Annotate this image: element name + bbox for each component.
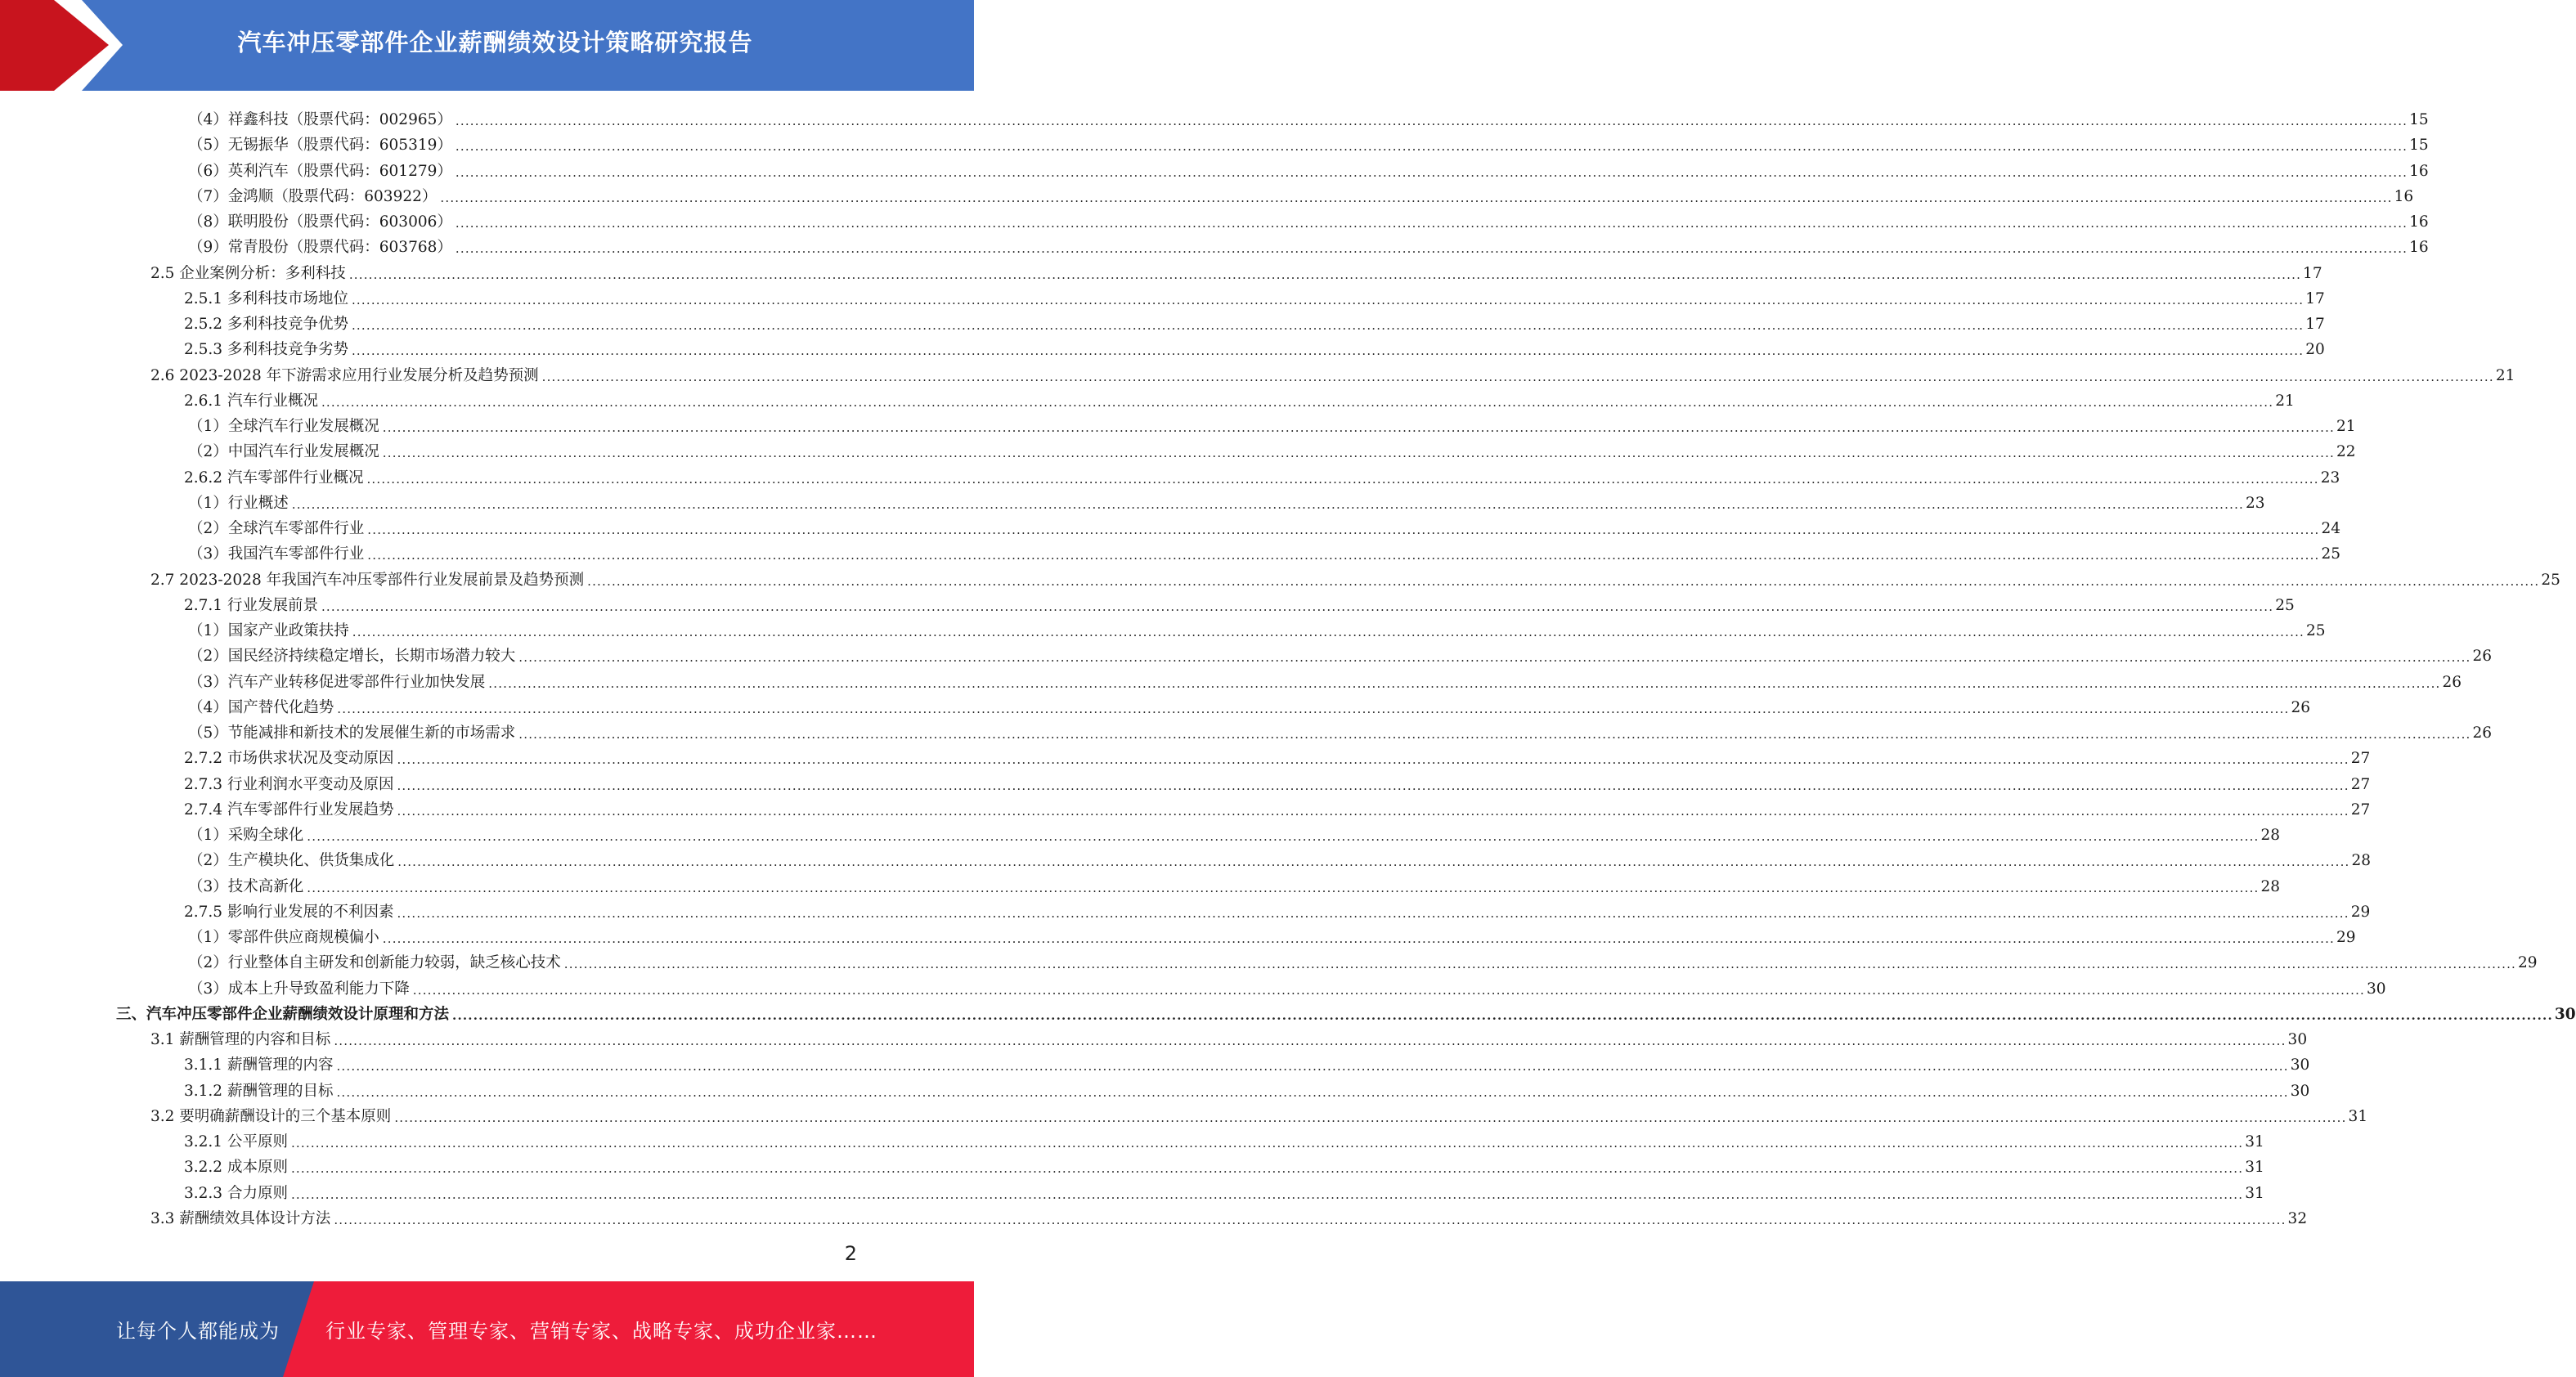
toc-entry[interactable] xyxy=(184,463,2340,488)
toc-entry[interactable] xyxy=(188,514,2341,539)
toc-entry-page: 16 xyxy=(2409,213,2429,231)
toc-entry-label: 3.1.1 薪酬管理的内容 xyxy=(184,1056,334,1074)
toc-entry-label: （3）技术高新化 xyxy=(188,877,304,895)
toc-entry[interactable] xyxy=(188,130,2429,155)
toc-entry[interactable] xyxy=(188,974,2386,999)
toc-entry-page: 27 xyxy=(2350,801,2371,819)
toc-entry[interactable] xyxy=(188,948,2538,973)
toc-entry[interactable] xyxy=(188,437,2356,462)
toc-entry-label: 3.1 薪酬管理的内容和目标 xyxy=(150,1031,331,1048)
toc-leader-dots: ................................................................................................................................................................................................................................................................................................................................................................................................................ xyxy=(382,446,2336,461)
toc-entry[interactable] xyxy=(184,309,2325,334)
toc-leader-dots: ................................................................................................................................................................................................................................................................................................................................................................................................................ xyxy=(321,394,2274,410)
toc-leader-dots: ................................................................................................................................................................................................................................................................................................................................................................................................................ xyxy=(351,292,2304,307)
page-number: 2 xyxy=(844,1242,857,1265)
toc-entry-page: 23 xyxy=(2246,494,2265,512)
toc-entry-label: （2）中国汽车行业发展概况 xyxy=(188,443,379,461)
toc-entry[interactable] xyxy=(150,258,2322,284)
footer-slogan-left: 让每个人都能成为 xyxy=(116,1320,280,1343)
toc-entry[interactable] xyxy=(188,820,2281,845)
toc-entry-page: 26 xyxy=(2472,648,2493,666)
toc-entry-page: 31 xyxy=(2245,1159,2264,1177)
toc-entry[interactable] xyxy=(188,232,2429,258)
toc-entry[interactable] xyxy=(188,488,2265,514)
toc-leader-dots: ................................................................................................................................................................................................................................................................................................................................................................................................................ xyxy=(455,216,2408,231)
toc-entry[interactable] xyxy=(184,334,2325,360)
toc-entry-label: 三、汽车冲压零部件企业薪酬绩效设计原理和方法 xyxy=(116,1005,450,1023)
toc-entry-label: （1）零部件供应商规模偏小 xyxy=(188,929,379,946)
toc-entry-page: 31 xyxy=(2245,1184,2264,1202)
toc-entry-page: 27 xyxy=(2350,775,2371,793)
toc-entry-label: 3.1.2 薪酬管理的目标 xyxy=(184,1082,334,1100)
toc-entry-label: （3）汽车产业转移促进零部件行业加快发展 xyxy=(188,673,486,691)
toc-entry-label: （1）全球汽车行业发展概况 xyxy=(188,418,379,435)
toc-entry-page: 32 xyxy=(2287,1209,2308,1227)
toc-entry[interactable] xyxy=(188,411,2356,437)
toc-entry[interactable] xyxy=(184,590,2295,616)
toc-leader-dots: ................................................................................................................................................................................................................................................................................................................................................................................................................ xyxy=(334,1212,2287,1227)
toc-entry[interactable] xyxy=(184,769,2371,795)
toc-entry[interactable] xyxy=(188,641,2493,666)
toc-entry[interactable] xyxy=(184,1050,2310,1075)
toc-entry-page: 16 xyxy=(2409,162,2429,180)
toc-leader-dots: ................................................................................................................................................................................................................................................................................................................................................................................................................ xyxy=(321,599,2274,614)
toc-entry-label: （2）国民经济持续稳定增长，长期市场潜力较大 xyxy=(188,648,516,666)
toc-leader-dots: ................................................................................................................................................................................................................................................................................................................................................................................................................ xyxy=(367,523,2320,537)
toc-leader-dots: ................................................................................................................................................................................................................................................................................................................................................................................................................ xyxy=(518,650,2471,666)
toc-entry[interactable] xyxy=(184,386,2295,411)
toc-entry-page: 15 xyxy=(2409,111,2429,128)
toc-entry-page: 25 xyxy=(2275,596,2295,614)
toc-entry-label: （3）成本上升导致盈利能力下降 xyxy=(188,980,410,998)
toc-entry-page: 21 xyxy=(2495,366,2515,384)
toc-entry-label: （8）联明股份（股票代码：603006） xyxy=(188,213,452,231)
toc-entry-label: 3.2 要明确薪酬设计的三个基本原则 xyxy=(150,1107,392,1125)
toc-entry-label: 2.7.3 行业利润水平变动及原因 xyxy=(184,775,394,793)
toc-leader-dots: ................................................................................................................................................................................................................................................................................................................................................................................................................ xyxy=(352,625,2305,639)
toc-entry-page: 23 xyxy=(2320,469,2340,487)
toc-leader-dots: ................................................................................................................................................................................................................................................................................................................................................................................................................ xyxy=(452,1007,2553,1023)
toc-leader-dots: ................................................................................................................................................................................................................................................................................................................................................................................................................ xyxy=(541,369,2494,384)
toc-entry-page: 17 xyxy=(2303,264,2322,282)
toc-entry-page: 26 xyxy=(2291,698,2311,716)
toc-entry-label: （4）祥鑫科技（股票代码：002965） xyxy=(188,111,452,128)
toc-entry-label: 2.5.2 多利科技竞争优势 xyxy=(184,316,348,333)
toc-entry[interactable] xyxy=(188,845,2372,871)
footer-banner xyxy=(0,1281,974,1377)
toc-entry-page: 28 xyxy=(2351,852,2372,870)
toc-entry[interactable] xyxy=(184,897,2371,922)
toc-entry-label: 2.7.2 市场供求状况及变动原因 xyxy=(184,750,394,768)
toc-leader-dots: ................................................................................................................................................................................................................................................................................................................................................................................................................ xyxy=(351,318,2304,333)
toc-entry-page: 26 xyxy=(2442,673,2462,691)
toc-entry-page: 30 xyxy=(2554,1005,2576,1023)
footer-slogan-right: 行业专家、管理专家、营销专家、战略专家、成功企业家…… xyxy=(325,1320,877,1343)
toc-entry[interactable] xyxy=(188,539,2341,564)
toc-leader-dots: ................................................................................................................................................................................................................................................................................................................................................................................................................ xyxy=(367,548,2320,563)
toc-entry-label: 2.7.4 汽车零部件行业发展趋势 xyxy=(184,801,394,819)
toc-leader-dots: ................................................................................................................................................................................................................................................................................................................................................................................................................ xyxy=(336,1059,2289,1074)
toc-entry-page: 30 xyxy=(2290,1082,2310,1100)
toc-entry-label: 2.5 企业案例分析：多利科技 xyxy=(150,264,346,282)
toc-entry-page: 30 xyxy=(2287,1031,2308,1048)
toc-entry[interactable] xyxy=(188,105,2429,130)
toc-entry-page: 22 xyxy=(2336,443,2356,461)
toc-entry-label: （7）金鸿顺（股票代码：603922） xyxy=(188,187,438,205)
toc-entry-page: 21 xyxy=(2275,392,2295,410)
toc-leader-dots: ................................................................................................................................................................................................................................................................................................................................................................................................................ xyxy=(394,1110,2347,1125)
toc-leader-dots: ................................................................................................................................................................................................................................................................................................................................................................................................................ xyxy=(382,931,2336,946)
toc-entry[interactable] xyxy=(184,284,2325,309)
toc-leader-dots: ................................................................................................................................................................................................................................................................................................................................................................................................................ xyxy=(397,803,2349,819)
toc-leader-dots: ................................................................................................................................................................................................................................................................................................................................................................................................................ xyxy=(382,420,2336,435)
toc-entry-label: （6）英利汽车（股票代码：601279） xyxy=(188,162,452,180)
toc-leader-dots: ................................................................................................................................................................................................................................................................................................................................................................................................................ xyxy=(291,496,2245,512)
toc-entry-page: 25 xyxy=(2541,571,2560,589)
toc-entry-page: 28 xyxy=(2260,827,2281,844)
toc-entry[interactable] xyxy=(188,182,2414,207)
toc-leader-dots: ................................................................................................................................................................................................................................................................................................................................................................................................................ xyxy=(351,343,2304,359)
header-banner xyxy=(0,0,974,91)
toc-entry-page: 28 xyxy=(2260,877,2281,895)
toc-leader-dots: ................................................................................................................................................................................................................................................................................................................................................................................................................ xyxy=(455,114,2408,128)
toc-leader-dots: ................................................................................................................................................................................................................................................................................................................................................................................................................ xyxy=(455,139,2408,155)
toc-entry[interactable] xyxy=(150,1204,2308,1229)
toc-entry-label: 2.5.3 多利科技竞争劣势 xyxy=(184,341,348,359)
toc-entry[interactable] xyxy=(188,207,2429,232)
toc-leader-dots: ................................................................................................................................................................................................................................................................................................................................................................................................................ xyxy=(307,880,2260,895)
toc-entry-page: 17 xyxy=(2305,289,2325,307)
toc-leader-dots: ................................................................................................................................................................................................................................................................................................................................................................................................................ xyxy=(518,727,2471,742)
toc-leader-dots: ................................................................................................................................................................................................................................................................................................................................................................................................................ xyxy=(337,701,2290,716)
toc-entry-page: 17 xyxy=(2305,316,2325,333)
toc-entry-label: （4）国产替代化趋势 xyxy=(188,698,334,716)
toc-entry-label: 3.2.2 成本原则 xyxy=(184,1159,288,1177)
toc-entry-label: 3.2.1 公平原则 xyxy=(184,1133,288,1150)
toc-leader-dots: ................................................................................................................................................................................................................................................................................................................................................................................................................ xyxy=(334,1034,2287,1048)
toc-entry[interactable] xyxy=(184,743,2371,769)
toc-entry-page: 16 xyxy=(2409,239,2429,257)
toc-entry[interactable] xyxy=(184,1076,2310,1101)
toc-entry-label: （5）无锡振华（股票代码：605319） xyxy=(188,137,452,155)
toc-entry[interactable] xyxy=(188,667,2462,693)
toc-entry-label: 2.7.5 影响行业发展的不利因素 xyxy=(184,903,394,921)
toc-leader-dots: ................................................................................................................................................................................................................................................................................................................................................................................................................ xyxy=(366,471,2319,487)
toc-entry-label: 2.7.1 行业发展前景 xyxy=(184,596,318,614)
toc-entry-page: 29 xyxy=(2518,954,2538,972)
toc-entry-page: 16 xyxy=(2394,187,2414,205)
toc-entry-page: 20 xyxy=(2305,341,2325,359)
toc-leader-dots: ................................................................................................................................................................................................................................................................................................................................................................................................................ xyxy=(397,752,2349,768)
toc-entry[interactable] xyxy=(150,565,2560,590)
toc-leader-dots: ................................................................................................................................................................................................................................................................................................................................................................................................................ xyxy=(397,778,2349,793)
toc-entry-label: 2.7 2023-2028 年我国汽车冲压零部件行业发展前景及趋势预测 xyxy=(150,571,585,589)
toc-entry-page: 31 xyxy=(2245,1133,2264,1150)
toc-entry[interactable] xyxy=(188,922,2356,948)
toc-leader-dots: ................................................................................................................................................................................................................................................................................................................................................................................................................ xyxy=(348,267,2302,282)
toc-entry[interactable] xyxy=(150,1025,2308,1050)
toc-entry-label: 2.6.2 汽车零部件行业概况 xyxy=(184,469,364,487)
toc-entry-page: 27 xyxy=(2350,750,2371,768)
toc-leader-dots: ................................................................................................................................................................................................................................................................................................................................................................................................................ xyxy=(336,1084,2289,1100)
toc-entry-page: 25 xyxy=(2306,622,2326,639)
toc-entry[interactable] xyxy=(184,1152,2264,1177)
toc-entry[interactable] xyxy=(184,1178,2264,1204)
toc-entry[interactable] xyxy=(188,872,2281,897)
toc-leader-dots: ................................................................................................................................................................................................................................................................................................................................................................................................................ xyxy=(397,854,2350,870)
toc-entry[interactable] xyxy=(188,156,2429,182)
toc-leader-dots: ................................................................................................................................................................................................................................................................................................................................................................................................................ xyxy=(455,241,2408,257)
toc-entry[interactable] xyxy=(184,1127,2264,1152)
toc-entry[interactable] xyxy=(188,693,2311,718)
toc-entry-page: 29 xyxy=(2336,929,2356,946)
toc-entry-label: 2.6.1 汽车行业概况 xyxy=(184,392,318,410)
toc-leader-dots: ................................................................................................................................................................................................................................................................................................................................................................................................................ xyxy=(412,982,2366,998)
toc-entry-page: 15 xyxy=(2409,137,2429,155)
toc-entry[interactable] xyxy=(150,1101,2368,1127)
toc-entry-label: （9）常青股份（股票代码：603768） xyxy=(188,239,452,257)
toc-entry-label: 2.5.1 多利科技市场地位 xyxy=(184,289,348,307)
toc-entry[interactable] xyxy=(188,718,2493,743)
toc-leader-dots: ................................................................................................................................................................................................................................................................................................................................................................................................................ xyxy=(290,1136,2244,1150)
toc-leader-dots: ................................................................................................................................................................................................................................................................................................................................................................................................................ xyxy=(307,829,2260,844)
toc-entry-page: 25 xyxy=(2321,545,2341,563)
toc-entry-page: 31 xyxy=(2348,1107,2368,1125)
toc-entry[interactable] xyxy=(150,361,2515,386)
toc-entry-page: 30 xyxy=(2367,980,2386,998)
toc-entry[interactable] xyxy=(188,616,2326,641)
toc-entry[interactable] xyxy=(116,999,2576,1025)
toc-leader-dots: ................................................................................................................................................................................................................................................................................................................................................................................................................ xyxy=(563,957,2517,972)
toc-entry-page: 29 xyxy=(2350,903,2371,921)
toc-entry-page: 21 xyxy=(2336,418,2356,435)
toc-entry-page: 26 xyxy=(2472,724,2493,742)
report-title: 汽车冲压零部件企业薪酬绩效设计策略研究报告 xyxy=(237,28,753,56)
toc-entry-label: （1）行业概述 xyxy=(188,494,289,512)
toc-leader-dots: ................................................................................................................................................................................................................................................................................................................................................................................................................ xyxy=(440,190,2393,205)
toc-entry-label: （5）节能减排和新技术的发展催生新的市场需求 xyxy=(188,724,516,742)
toc-entry-label: 2.6 2023-2028 年下游需求应用行业发展分析及趋势预测 xyxy=(150,366,539,384)
toc-entry-label: （1）国家产业政策扶持 xyxy=(188,622,349,639)
toc-leader-dots: ................................................................................................................................................................................................................................................................................................................................................................................................................ xyxy=(455,164,2408,180)
toc-leader-dots: ................................................................................................................................................................................................................................................................................................................................................................................................................ xyxy=(290,1161,2244,1177)
toc-entry-label: （2）行业整体自主研发和创新能力较弱，缺乏核心技术 xyxy=(188,954,561,972)
toc-leader-dots: ................................................................................................................................................................................................................................................................................................................................................................................................................ xyxy=(290,1186,2244,1202)
toc-entry-label: 3.2.3 合力原则 xyxy=(184,1184,288,1202)
toc-leader-dots: ................................................................................................................................................................................................................................................................................................................................................................................................................ xyxy=(397,905,2349,921)
toc-entry[interactable] xyxy=(184,795,2371,820)
toc-entry-page: 24 xyxy=(2321,520,2341,537)
toc-leader-dots: ................................................................................................................................................................................................................................................................................................................................................................................................................ xyxy=(488,675,2441,691)
toc-entry-label: （2）全球汽车零部件行业 xyxy=(188,520,365,537)
toc-leader-dots: ................................................................................................................................................................................................................................................................................................................................................................................................................ xyxy=(587,573,2540,589)
toc-entry-page: 30 xyxy=(2290,1056,2310,1074)
toc-entry-label: 3.3 薪酬绩效具体设计方法 xyxy=(150,1209,331,1227)
toc-entry-label: （3）我国汽车零部件行业 xyxy=(188,545,365,563)
toc-entry-label: （1）采购全球化 xyxy=(188,827,304,844)
toc-entry-label: （2）生产模块化、供货集成化 xyxy=(188,852,395,870)
